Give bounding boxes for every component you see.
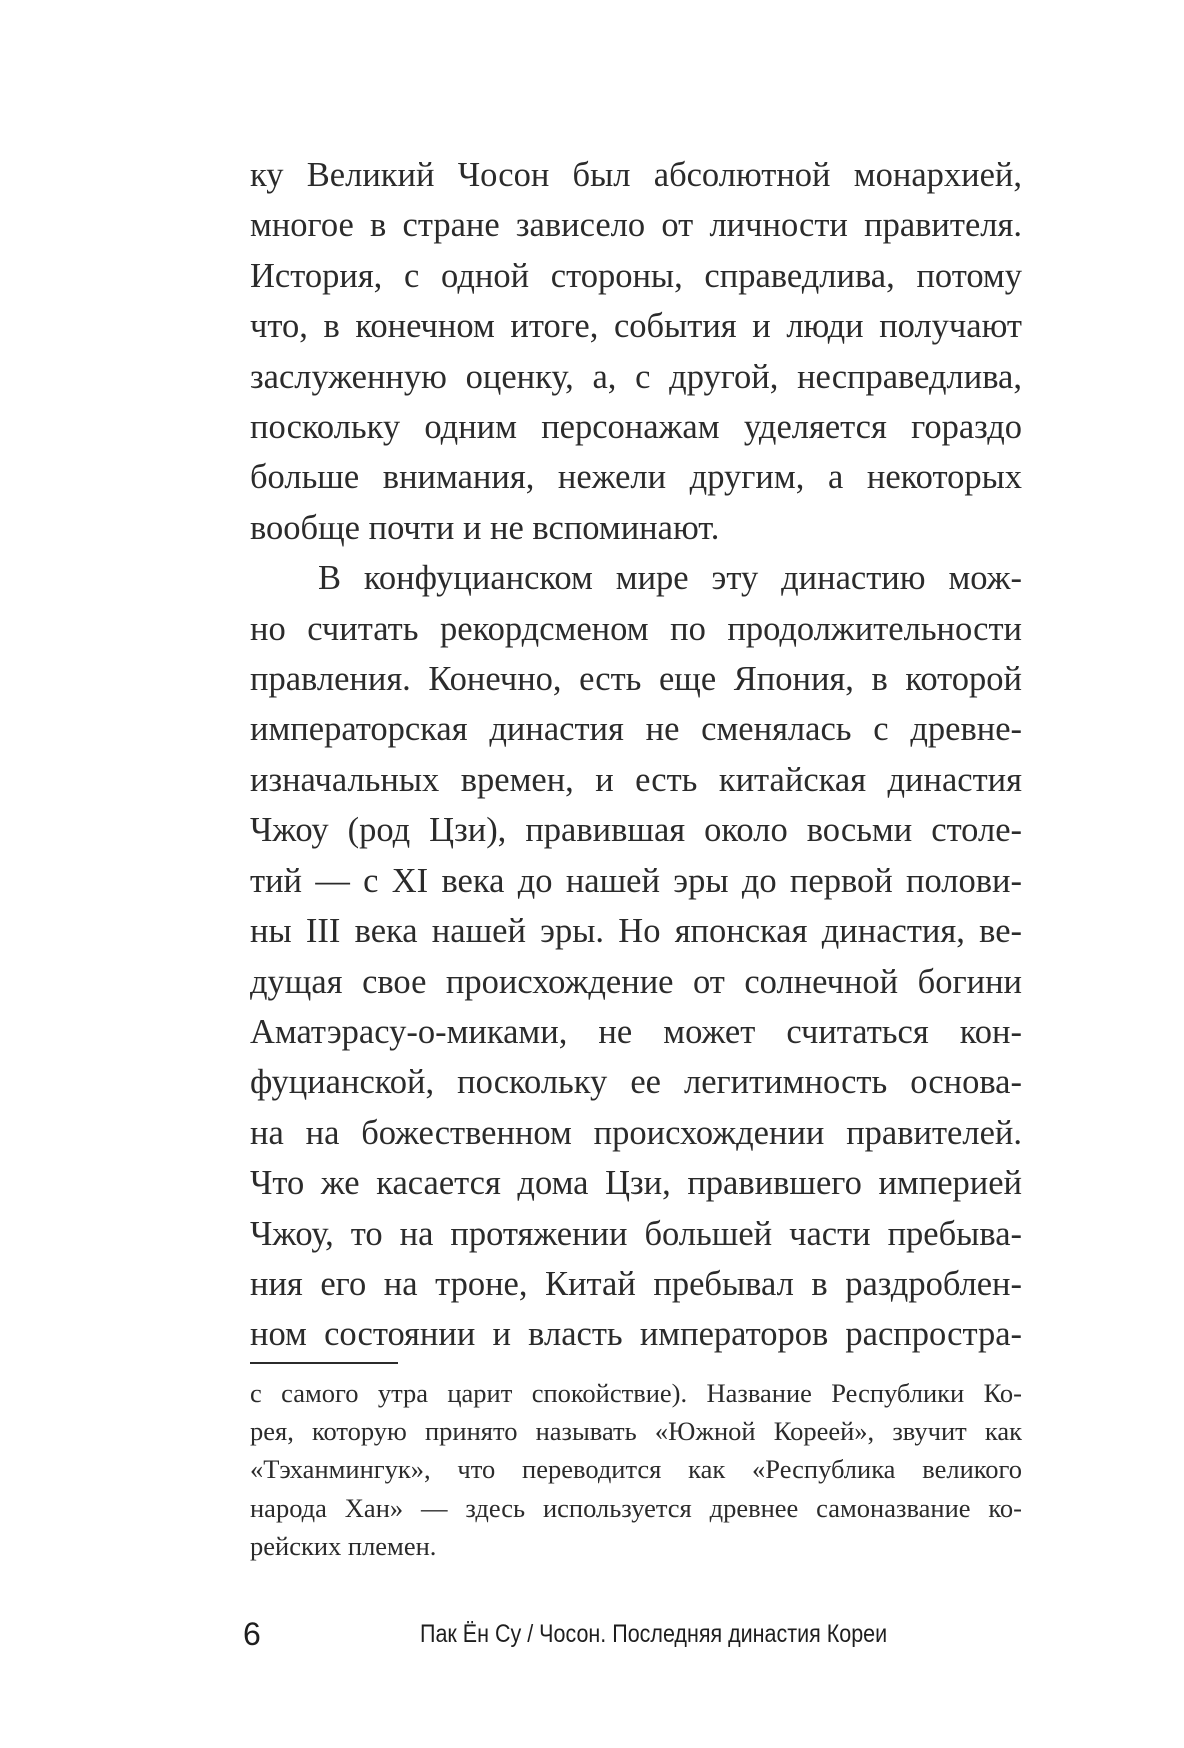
- footnote-line: рейских племен.: [250, 1530, 437, 1561]
- text-line: правления. Конечно, есть еще Япония, в которой: [250, 660, 1022, 699]
- text-line: дущая свое происхождение от солнечной богини: [250, 962, 1022, 1001]
- text-line: ном состоянии и власть императоров распростра-: [250, 1315, 1022, 1354]
- text-line: изначальных времен, и есть китайская династия: [250, 760, 1022, 799]
- footnote-divider: [250, 1362, 398, 1364]
- text-line: ны III века нашей эры. Но японская династия, ве-: [250, 912, 1022, 951]
- main-text: [250, 150, 1022, 1360]
- text-line: Аматэрасу-о-миками, не может считаться кон-: [250, 1012, 1022, 1051]
- footnote-line: «Тэханмингук», что переводится как «Республика великого: [250, 1454, 1022, 1485]
- text-line: многое в стране зависело от личности правителя.: [250, 206, 1022, 245]
- text-line: но считать рекордсменом по продолжительности: [250, 609, 1022, 648]
- text-line: Чжоу (род Цзи), правившая около восьми столе-: [250, 811, 1022, 850]
- text-line: фуцианской, поскольку ее легитимность основа-: [250, 1063, 1022, 1102]
- text-line: на на божественном происхождении правителей.: [250, 1113, 1022, 1152]
- text-line: История, с одной стороны, справедлива, потому: [250, 256, 1022, 295]
- text-line: тий — с XI века до нашей эры до первой полови-: [250, 861, 1022, 900]
- paragraph-2: [250, 553, 1022, 1360]
- paragraph-1: [250, 150, 1022, 553]
- text-line: заслуженную оценку, а, с другой, несправедлива,: [250, 357, 1022, 396]
- text-line: В конфуцианском мире эту династию мож-: [318, 559, 1022, 598]
- text-line: Чжоу, то на протяжении большей части пребыва-: [250, 1214, 1022, 1253]
- text-line: что, в конечном итоге, события и люди получают: [250, 307, 1022, 346]
- text-line: ния его на троне, Китай пребывал в раздроблен-: [250, 1264, 1022, 1303]
- text-line: поскольку одним персонажам уделяется гораздо: [250, 408, 1022, 447]
- text-line: Что же касается дома Цзи, правившего империей: [250, 1164, 1022, 1203]
- page-number: 6: [243, 1616, 261, 1652]
- text-line: больше внимания, нежели другим, а некоторых: [250, 458, 1022, 497]
- footnote-line: рея, которую принято называть «Южной Кореей», звучит как: [250, 1416, 1022, 1447]
- running-footer-title: Пак Ён Су / Чосон. Последняя династия Кореи: [420, 1620, 888, 1648]
- footnote-line: с самого утра царит спокойствие). Название Республики Ко-: [250, 1378, 1022, 1408]
- text-line: вообще почти и не вспоминают.: [250, 508, 720, 547]
- text-line: императорская династия не сменялась с древне-: [250, 710, 1022, 749]
- text-line: ку Великий Чосон был абсолютной монархией,: [250, 156, 1022, 194]
- footnote-line: народа Хан» — здесь используется древнее самоназвание ко-: [250, 1492, 1022, 1523]
- footnote: [250, 1374, 1022, 1565]
